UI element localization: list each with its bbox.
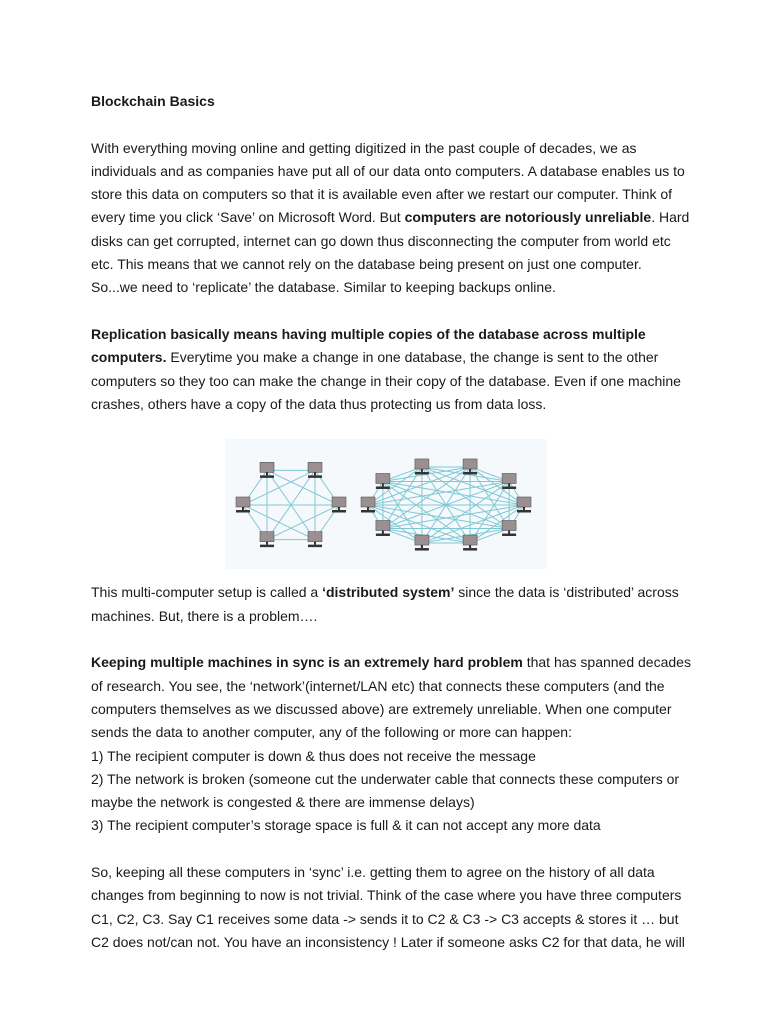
monitor-screen <box>415 535 429 545</box>
monitor-screen <box>376 474 390 484</box>
monitor-neck <box>469 469 471 472</box>
network-link <box>383 482 524 506</box>
paragraph-distributed-system <box>91 581 691 628</box>
bold-text: Keeping multiple machines in sync is an extremely hard problem <box>91 654 523 671</box>
computer-icon <box>236 497 250 513</box>
monitor-base <box>502 487 516 490</box>
monitor-screen <box>260 463 274 473</box>
monitor-neck <box>314 542 316 545</box>
bold-text: Replication basically means having multiple copies of the database across multiple computers. <box>91 325 646 366</box>
computer-icon <box>376 521 390 537</box>
monitor-screen <box>236 497 250 507</box>
monitor-neck <box>266 542 268 545</box>
monitor-screen <box>463 459 477 469</box>
computer-icon <box>502 521 516 537</box>
monitor-base <box>517 510 531 513</box>
monitor-screen <box>361 497 375 507</box>
computer-icon <box>308 532 322 548</box>
monitor-neck <box>508 484 510 487</box>
monitor-screen <box>415 459 429 469</box>
computer-icon <box>415 459 429 475</box>
monitor-screen <box>308 463 322 473</box>
text: This multi-computer setup is called a <box>91 584 323 601</box>
monitor-neck <box>421 469 423 472</box>
monitor-screen <box>463 535 477 545</box>
document-body <box>91 90 691 978</box>
monitor-base <box>332 510 346 513</box>
text: Everytime you make a change in one database, the change is sent to the other computers so they too can make the change in their copy of the database. Even if one machine crashes, others have a copy of the data thus protecting us from data loss. <box>91 349 681 412</box>
monitor-base <box>463 472 477 475</box>
monitor-base <box>376 534 390 537</box>
text: that has spanned decades of research. You see, the ‘network’(internet/LAN etc) that connects these computers (and the computers themselves as we discussed above) are extremely unreliable. When one computer sends the data to another computer, any of the following or more can happen: <box>91 654 691 741</box>
network-link <box>368 467 422 505</box>
monitor-screen <box>502 521 516 531</box>
monitor-neck <box>338 507 340 510</box>
paragraph-database <box>91 137 691 300</box>
monitor-base <box>260 476 274 479</box>
network-diagram-svg <box>225 439 547 569</box>
monitor-screen <box>308 532 322 542</box>
monitor-neck <box>382 484 384 487</box>
monitor-base <box>376 487 390 490</box>
computer-icon <box>463 535 477 551</box>
list-item: 2) The network is broken (someone cut the underwater cable that connects these computers or maybe the network is congested & there are immense delays) <box>91 770 680 811</box>
computer-icon <box>463 459 477 475</box>
paragraph-replication <box>91 323 691 416</box>
monitor-base <box>236 510 250 513</box>
computer-icon <box>376 474 390 490</box>
monitor-neck <box>382 531 384 534</box>
computer-icon <box>260 463 274 479</box>
network-link <box>267 471 339 506</box>
network-link <box>243 505 315 540</box>
monitor-screen <box>502 474 516 484</box>
monitor-base <box>308 545 322 548</box>
monitor-base <box>260 545 274 548</box>
computer-icon <box>517 497 531 513</box>
monitor-neck <box>266 473 268 476</box>
text: With everything moving online and getting digitized in the past couple of decades, we as individuals and as companies have put all of our data onto computers. A database enables us to store this data on computers so that it is available even after we restart our computer. Think of every time you click ‘Save’ on Microsoft Word. But <box>91 139 685 226</box>
text: since the data is ‘distributed’ across machines. But, there is a problem…. <box>91 584 679 624</box>
monitor-neck <box>314 473 316 476</box>
monitor-screen <box>332 497 346 507</box>
text: . Hard disks can get corrupted, internet can go down thus disconnecting the computer from world etc etc. This means that we cannot rely on the database being present on just one computer. So...we need to ‘replicate’ the database. Similar to keeping backups online. <box>91 209 690 296</box>
monitor-neck <box>367 507 369 510</box>
monitor-neck <box>242 507 244 510</box>
document-title: Blockchain Basics <box>91 93 215 109</box>
bold-text: computers are notoriously unreliable <box>404 209 652 226</box>
monitor-base <box>502 534 516 537</box>
list-item: 3) The recipient computer’s storage space is full & it can not accept any more data <box>91 817 601 834</box>
monitor-base <box>463 548 477 551</box>
six-computer-mesh <box>236 463 346 548</box>
ten-computer-mesh <box>361 459 531 551</box>
computer-icon <box>415 535 429 551</box>
computer-icon <box>361 497 375 513</box>
bold-text: ‘distributed system’ <box>322 584 455 601</box>
computer-icon <box>308 463 322 479</box>
list-item: 1) The recipient computer is down & thus does not receive the message <box>91 747 536 764</box>
monitor-neck <box>508 531 510 534</box>
monitor-screen <box>517 497 531 507</box>
paragraph-sync-problem <box>91 651 691 744</box>
monitor-base <box>361 510 375 513</box>
computer-icon <box>260 532 274 548</box>
monitor-neck <box>421 545 423 548</box>
monitor-screen <box>376 521 390 531</box>
monitor-base <box>415 472 429 475</box>
monitor-screen <box>260 532 274 542</box>
network-diagram <box>225 439 547 569</box>
computer-icon <box>502 474 516 490</box>
paragraph-consistency: So, keeping all these computers in ‘sync’ i.e. getting them to agree on the history of all data changes from beginning to now is not trivial. Think of the case where you have three computers C1, C2, C3. Say C1 receives some data -> sends it to C2 & C3 -> C3 accepts & stores it … but C2 does not/can not. You have an inconsistency ! Later if someone asks C2 for that data, he will <box>91 864 685 950</box>
monitor-base <box>308 476 322 479</box>
computer-icon <box>332 497 346 513</box>
failure-list <box>91 745 691 838</box>
monitor-base <box>415 548 429 551</box>
monitor-neck <box>523 507 525 510</box>
monitor-neck <box>469 545 471 548</box>
